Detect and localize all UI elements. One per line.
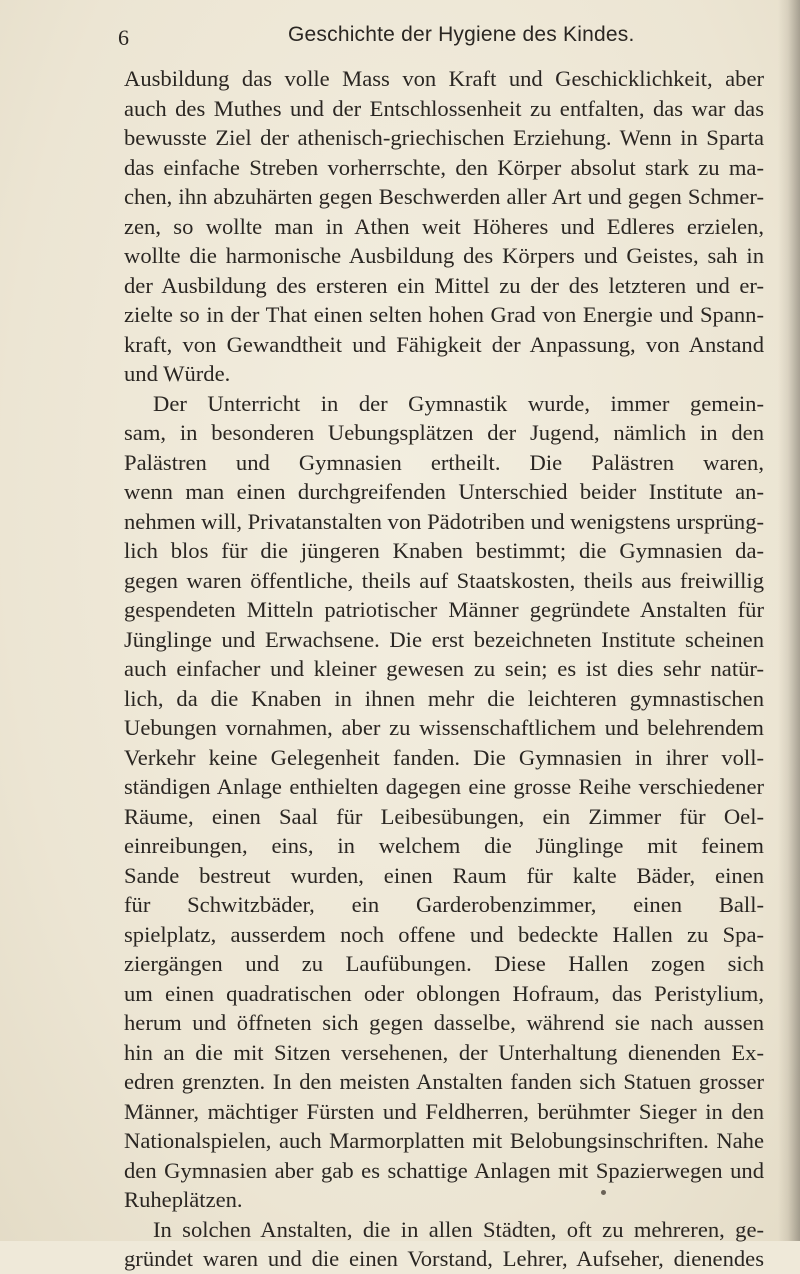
text-line: kraft, von Gewandtheit und Fähigkeit der Anpassung, von Anstand [124, 331, 764, 357]
running-head: Geschichte der Hygiene des Kindes. [288, 23, 635, 46]
text-line: hin an die mit Sitzen versehenen, der Unterhaltung dienenden Ex- [124, 1039, 764, 1065]
text-line: nehmen will, Privatanstalten von Pädotriben und wenigstens ursprüng- [124, 508, 765, 534]
text-line: Der Unterricht in der Gymnastik wurde, immer gemein- [153, 390, 764, 416]
text-line: ziergängen und zu Laufübungen. Diese Hallen zogen sich [124, 951, 764, 976]
text-line: zielte so in der That einen selten hohen Grad von Energie und Spann- [124, 302, 764, 327]
text-line: einreibungen, eins, in welchem die Jünglinge mit feinem [124, 833, 764, 858]
text-line: wollte die harmonische Ausbildung des Körpers und Geistes, sah in [124, 243, 764, 268]
text-line: Palästren und Gymnasien ertheilt. Die Palästren waren, [124, 449, 764, 475]
text-line: In solchen Anstalten, die in allen Städten, oft zu mehreren, ge- [153, 1216, 764, 1242]
text-line: Nationalspielen, auch Marmorplatten mit Belobungsinschriften. Nahe [124, 1128, 764, 1153]
text-line: und Würde. [124, 361, 231, 386]
text-line: bewusste Ziel der athenisch-griechischen Erziehung. Wenn in Sparta [124, 125, 764, 150]
text-line: Sande bestreut wurden, einen Raum für kalte Bäder, einen [124, 862, 764, 888]
text-line: gründet waren und die einen Vorstand, Lehrer, Aufseher, dienendes [124, 1246, 764, 1271]
text-line: ständigen Anlage enthielten dagegen eine grosse Reihe verschiedener [124, 774, 764, 799]
text-line: Jünglinge und Erwachsene. Die erst bezeichneten Institute scheinen [124, 626, 764, 652]
text-line: spielplatz, ausserdem noch offene und bedeckte Hallen zu Spa- [124, 921, 764, 947]
printer-mark-dot [601, 1190, 606, 1195]
text-line: gegen waren öffentliche, theils auf Staatskosten, theils aus freiwillig [124, 567, 764, 593]
text-line: Verkehr keine Gelegenheit fanden. Die Gymnasien in ihrer voll- [124, 744, 764, 770]
text-line: sam, in besonderen Uebungsplätzen der Jugend, nämlich in den [124, 420, 764, 445]
text-line: auch des Muthes und der Entschlossenheit zu entfalten, das war das [124, 95, 764, 121]
text-line: Uebungen vornahmen, aber zu wissenschaftlichem und belehrendem [124, 715, 764, 740]
text-line: herum und öffneten sich gegen dasselbe, während sie nach aussen [124, 1010, 764, 1035]
text-line: um einen quadratischen oder oblongen Hofraum, das Peristylium, [124, 980, 764, 1006]
text-line: Räume, einen Saal für Leibesübungen, ein Zimmer für Oel- [124, 803, 764, 829]
body-text [124, 64, 764, 1274]
page-header [118, 14, 758, 54]
text-line: auch einfacher und kleiner gewesen zu sein; es ist dies sehr natür- [124, 656, 764, 681]
text-line: den Gymnasien aber gab es schattige Anlagen mit Spazierwegen und [124, 1157, 764, 1183]
page-edge-shadow [778, 0, 800, 1241]
text-line: gespendeten Mitteln patriotischer Männer gegründete Anstalten für [124, 597, 764, 622]
page-number: 6 [118, 25, 129, 50]
text-line: wenn man einen durchgreifenden Unterschied beider Institute an- [124, 479, 764, 504]
text-line: zen, so wollte man in Athen weit Höheres und Edleres erzielen, [124, 213, 764, 239]
text-line: lich, da die Knaben in ihnen mehr die leichteren gymnastischen [124, 685, 764, 711]
text-line: lich blos für die jüngeren Knaben bestimmt; die Gymnasien da- [124, 538, 764, 563]
text-line: Ausbildung das volle Mass von Kraft und Geschicklichkeit, aber [124, 66, 764, 91]
text-line: Männer, mächtiger Fürsten und Feldherren, berühmter Sieger in den [124, 1098, 764, 1124]
text-line: das einfache Streben vorherrschte, den Körper absolut stark zu ma- [124, 154, 764, 180]
text-line: der Ausbildung des ersteren ein Mittel zu der des letzteren und er- [124, 272, 764, 298]
text-line: edren grenzten. In den meisten Anstalten fanden sich Statuen grosser [124, 1069, 764, 1094]
text-line: chen, ihn abzuhärten gegen Beschwerden aller Art und gegen Schmer- [124, 184, 764, 209]
text-line: für Schwitzbäder, ein Garderobenzimmer, einen Ball- [124, 892, 764, 917]
text-line: Ruheplätzen. [124, 1187, 243, 1212]
